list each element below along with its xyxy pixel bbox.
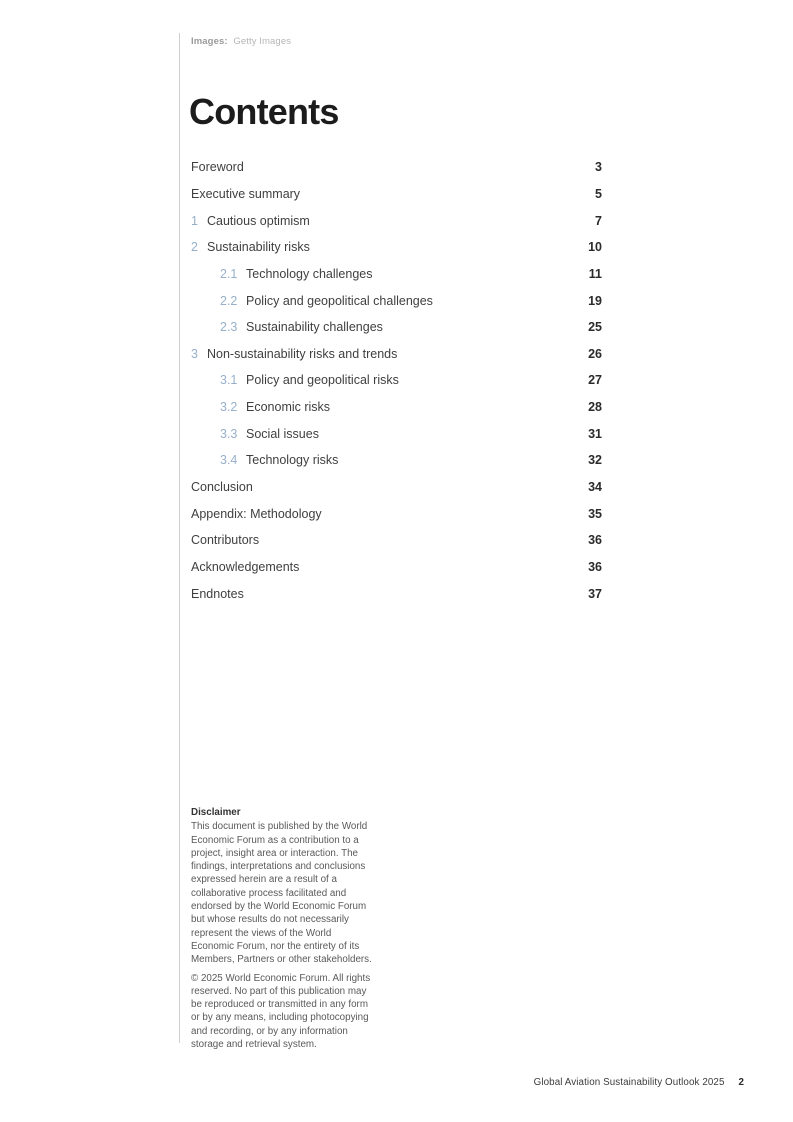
toc-entry-page-number: 31 [588, 426, 602, 441]
toc-entry-page-number: 37 [588, 586, 602, 601]
toc-entry-label: Policy and geopolitical risks [246, 373, 399, 388]
toc-entry-number: 1 [191, 213, 198, 228]
toc-entry[interactable] [191, 234, 602, 261]
toc-entry[interactable] [191, 394, 602, 421]
toc-entry[interactable] [191, 420, 602, 447]
toc-entry-label: Cautious optimism [207, 213, 310, 228]
disclaimer-paragraph-2: © 2025 World Economic Forum. All rights reserved. No part of this publication may be reproduced or transmitted in any form or by any means, including photocopying and recording, or by any information storage and retrieval system. [191, 972, 371, 1051]
toc-entry-label: Non-sustainability risks and trends [207, 346, 398, 361]
toc-entry-page-number: 19 [588, 293, 602, 308]
toc-entry-page-number: 32 [588, 453, 602, 468]
toc-entry-page-number: 36 [588, 559, 602, 574]
toc-entry[interactable] [191, 314, 602, 341]
toc-entry[interactable] [191, 181, 602, 208]
toc-entry-number: 3.3 [220, 426, 238, 441]
disclaimer-block [191, 806, 373, 1056]
image-credit [191, 36, 291, 47]
toc-entry-page-number: 25 [588, 320, 602, 335]
toc-entry-number: 2.3 [220, 320, 238, 335]
toc-entry-number: 2.2 [220, 293, 238, 308]
toc-entry[interactable] [191, 154, 602, 181]
toc-entry-label: Economic risks [246, 400, 331, 415]
footer-page-number: 2 [738, 1077, 744, 1088]
toc-entry-page-number: 3 [595, 160, 602, 175]
toc-entry-label: Policy and geopolitical challenges [246, 293, 433, 308]
toc-entry[interactable] [191, 340, 602, 367]
credit-label: Images: [191, 36, 228, 47]
toc-entry[interactable] [191, 207, 602, 234]
toc-entry-page-number: 11 [588, 266, 602, 281]
toc-entry-page-number: 7 [595, 213, 602, 228]
toc-entry-label: Acknowledgements [191, 559, 300, 574]
toc-entry-number: 3 [191, 346, 198, 361]
toc-entry-number: 2.1 [220, 266, 238, 281]
toc-entry-label: Conclusion [191, 480, 253, 494]
disclaimer-paragraph-1: This document is published by the World Economic Forum as a contribution to a project, insight area or interaction. The findings, interpretations and conclusions expressed herein are a result of a collaborative process facilitated and endorsed by the World Economic Forum but whose results do not necessarily represent the views of the World Economic Forum, nor the entirety of its Members, Partners or other stakeholders. [191, 821, 372, 966]
toc-entry-page-number: 34 [588, 480, 602, 494]
toc-entry-page-number: 28 [588, 400, 602, 415]
credit-value: Getty Images [233, 36, 292, 47]
toc-entry-label: Foreword [191, 160, 244, 175]
toc-entry[interactable] [191, 474, 602, 501]
toc-entry-number: 3.4 [220, 453, 238, 468]
footer-document-title: Global Aviation Sustainability Outlook 2025 [533, 1077, 725, 1088]
toc-entry-page-number: 27 [588, 373, 602, 388]
left-column-rule [179, 33, 180, 1043]
page-footer [534, 1077, 744, 1088]
toc-entry[interactable] [191, 580, 602, 607]
toc-entry-label: Technology risks [246, 453, 339, 468]
toc-entry[interactable] [191, 287, 602, 314]
disclaimer-heading: Disclaimer [191, 807, 241, 818]
toc-entry-number: 3.1 [220, 373, 238, 388]
toc-entry-label: Endnotes [191, 586, 244, 601]
toc-entry-page-number: 35 [588, 506, 602, 521]
toc-entry-page-number: 10 [588, 240, 602, 255]
toc-entry[interactable] [191, 527, 602, 554]
toc-entry-label: Sustainability risks [207, 240, 310, 255]
toc-entry-label: Executive summary [191, 186, 301, 201]
toc-entry[interactable] [191, 554, 602, 581]
page-title: Contents [189, 91, 339, 132]
toc-entry-label: Social issues [246, 426, 319, 441]
toc-entry-number: 2 [191, 240, 198, 255]
toc-entry[interactable] [191, 447, 602, 474]
toc-entry-page-number: 26 [588, 346, 602, 361]
toc-entry-label: Contributors [191, 533, 260, 548]
toc-entry-number: 3.2 [220, 400, 238, 415]
toc-entry-label: Sustainability challenges [246, 320, 383, 335]
toc-entry-page-number: 36 [588, 533, 602, 548]
table-of-contents [191, 154, 602, 607]
toc-entry[interactable] [191, 367, 602, 394]
toc-entry-page-number: 5 [595, 186, 602, 201]
toc-entry[interactable] [191, 261, 602, 288]
toc-entry-label: Technology challenges [246, 266, 373, 281]
toc-entry-label: Appendix: Methodology [191, 506, 322, 521]
toc-entry[interactable] [191, 500, 602, 527]
